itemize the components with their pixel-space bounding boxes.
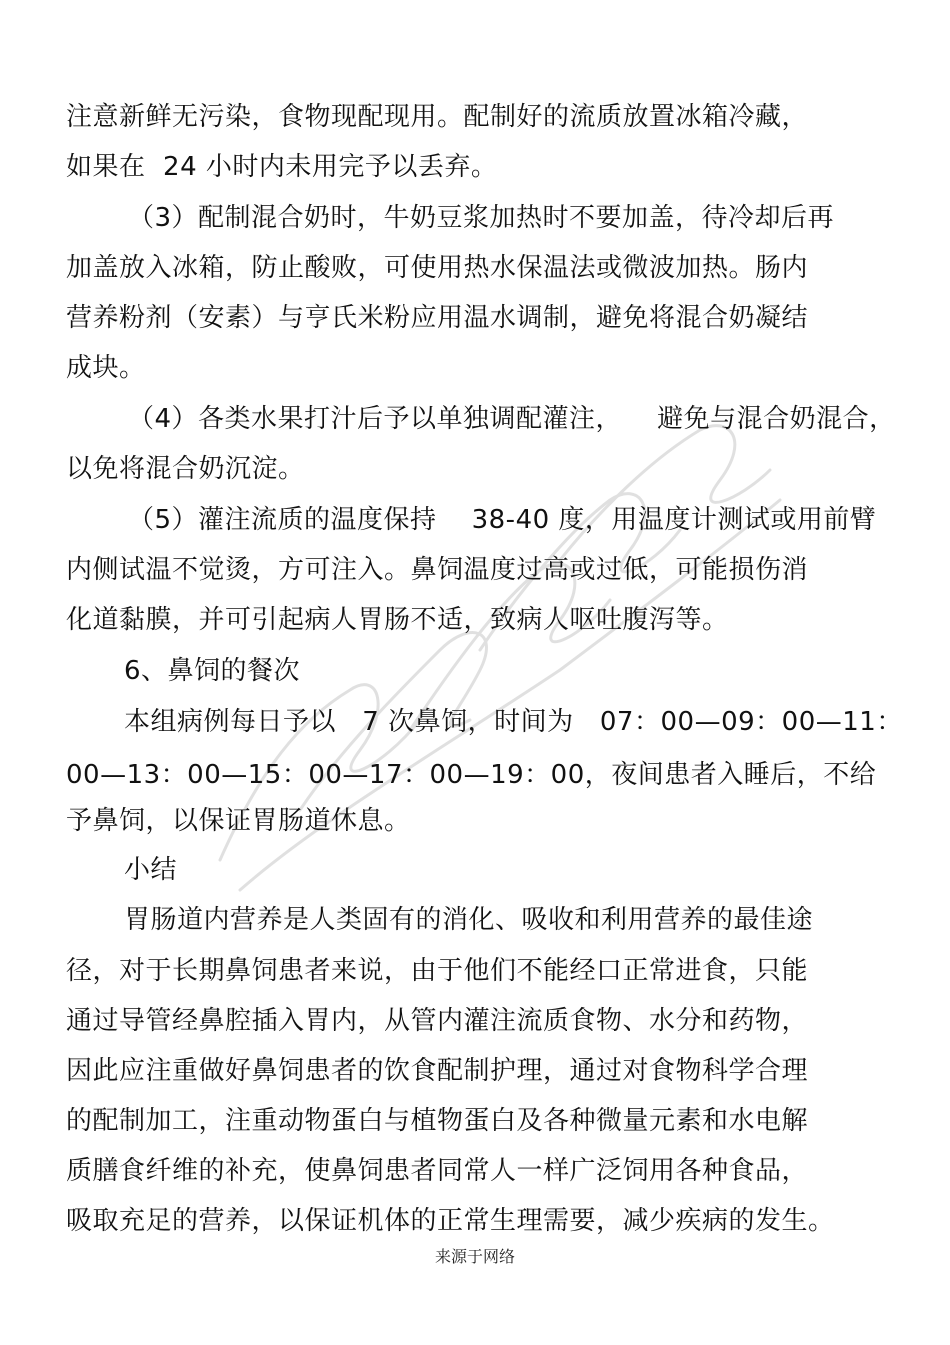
text-line: 质膳食纤维的补充，使鼻饲患者同常人一样广泛饲用各种食品，: [66, 1156, 809, 1186]
text-line: 的配制加工，注重动物蛋白与植物蛋白及各种微量元素和水电解: [66, 1106, 809, 1136]
text-line: 加盖放入冰箱，防止酸败，可使用热水保温法或微波加热。肠内: [66, 253, 809, 283]
section-heading: 6、鼻饲的餐次: [124, 656, 301, 686]
text-line: 径，对于长期鼻饲患者来说，由于他们不能经口正常进食，只能: [66, 956, 809, 986]
text-line: 本组病例每日予以 7 次鼻饲，时间为 07：00—09：00—11：: [124, 707, 903, 737]
text-line: 成块。: [66, 353, 146, 383]
section-heading: 小结: [124, 855, 178, 885]
text-line: 内侧试温不觉烫，方可注入。鼻饲温度过高或过低，可能损伤消: [66, 555, 809, 585]
text-line: 吸取充足的营养，以保证机体的正常生理需要，减少疾病的发生。: [66, 1206, 835, 1236]
text-line: 营养粉剂（安素）与亨氏米粉应用温水调制，避免将混合奶凝结: [66, 303, 809, 333]
text-line: 化道黏膜，并可引起病人胃肠不适，致病人呕吐腹泻等。: [66, 605, 729, 635]
text-line: （5）灌注流质的温度保持 38-40 度，用温度计测试或用前臂: [128, 505, 877, 535]
text-line: 以免将混合奶沉淀。: [66, 454, 305, 484]
text-line: 注意新鲜无污染，食物现配现用。配制好的流质放置冰箱冷藏，: [66, 102, 809, 132]
text-line: 予鼻饲，以保证胃肠道休息。: [66, 806, 411, 836]
source-footer: 来源于网络: [434, 1247, 515, 1266]
text-line: 因此应注重做好鼻饲患者的饮食配制护理，通过对食物科学合理: [66, 1056, 809, 1086]
text-line: 如果在 24 小时内未用完予以丢弃。: [66, 152, 498, 182]
text-line: 00—13：00—15：00—17：00—19：00，夜间患者入睡后，不给: [66, 760, 877, 790]
text-line: 胃肠道内营养是人类固有的消化、吸收和利用营养的最佳途: [124, 905, 814, 935]
text-line: （3）配制混合奶时，牛奶豆浆加热时不要加盖，待冷却后再: [128, 203, 835, 233]
text-line: 通过导管经鼻腔插入胃内，从管内灌注流质食物、水分和药物，: [66, 1006, 809, 1036]
text-line: （4）各类水果打汁后予以单独调配灌注， 避免与混合奶混合，: [128, 404, 896, 434]
